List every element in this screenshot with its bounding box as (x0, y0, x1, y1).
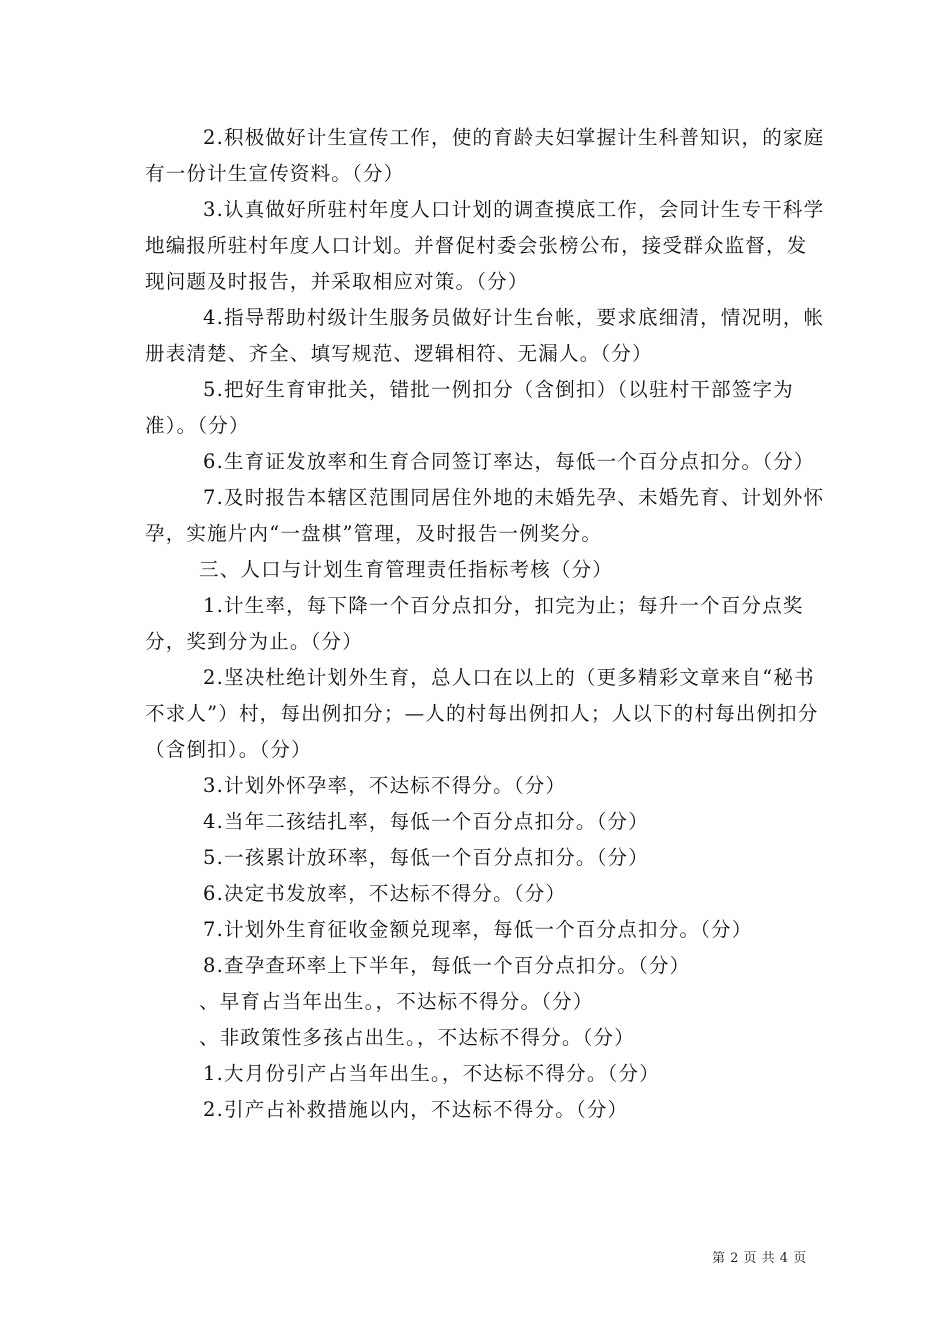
indicator-item-7: 7.计划外生育征收金额兑现率，每低一个百分点扣分。（分） (203, 918, 753, 941)
indicator-item-5: 5.一孩累计放环率，每低一个百分点扣分。（分） (203, 846, 649, 869)
indicator-item-4: 4.当年二孩结扎率，每低一个百分点扣分。（分） (203, 810, 649, 833)
section-heading: 三、人口与计划生育管理责任指标考核（分） (199, 558, 614, 581)
indicator-item-6: 6.决定书发放率，不达标不得分。（分） (203, 882, 567, 905)
indicator-item-early-birth: 、早育占当年出生。，不达标不得分。（分） (199, 990, 594, 1013)
indicator-subitem-2: 2.引产占补救措施以内，不达标不得分。（分） (203, 1098, 629, 1121)
paragraph-item-7: 7.及时报告本辖区范围同居住外地的未婚先孕、未婚先育、计划外怀孕，实施片内“一盘棋”管理，及时报告一例奖分。 (145, 486, 825, 545)
indicator-item-3: 3.计划外怀孕率，不达标不得分。（分） (203, 774, 567, 797)
paragraph-item-2: 2.积极做好计生宣传工作，使的育龄夫妇掌握计生科普知识，的家庭有一份计生宣传资料。（分） (145, 126, 825, 185)
indicator-item-8: 8.查孕查环率上下半年，每低一个百分点扣分。（分） (203, 954, 691, 977)
paragraph-item-6: 6.生育证发放率和生育合同签订率达，每低一个百分点扣分。（分） (203, 450, 815, 473)
indicator-subitem-1: 1.大月份引产占当年出生。，不达标不得分。（分） (203, 1062, 660, 1085)
paragraph-item-4: 4.指导帮助村级计生服务员做好计生台帐，要求底细清，情况明，帐册表清楚、齐全、填写规范、逻辑相符、无漏人。（分） (145, 306, 825, 365)
document-body (145, 120, 825, 1128)
paragraph-item-5: 5.把好生育审批关，错批一例扣分（含倒扣）（以驻村干部签字为准）。（分） (145, 378, 794, 437)
paragraph-item-3: 3.认真做好所驻村年度人口计划的调查摸底工作，会同计生专干科学地编报所驻村年度人口计划。并督促村委会张榜公布，接受群众监督，发现问题及时报告，并采取相应对策。（分） (145, 198, 825, 293)
indicator-item-multi-child: 、非政策性多孩占出生。，不达标不得分。（分） (199, 1026, 635, 1049)
indicator-item-2: 2.坚决杜绝计划外生育，总人口在以上的（更多精彩文章来自“秘书不求人”）村，每出例扣分；—人的村每出例扣人；人以下的村每出例扣分（含倒扣）。（分） (145, 666, 819, 761)
page-number: 第 2 页 共 4 页 (712, 1251, 807, 1266)
indicator-item-1: 1.计生率，每下降一个百分点扣分，扣完为止；每升一个百分点奖分，奖到分为止。（分） (145, 594, 804, 653)
